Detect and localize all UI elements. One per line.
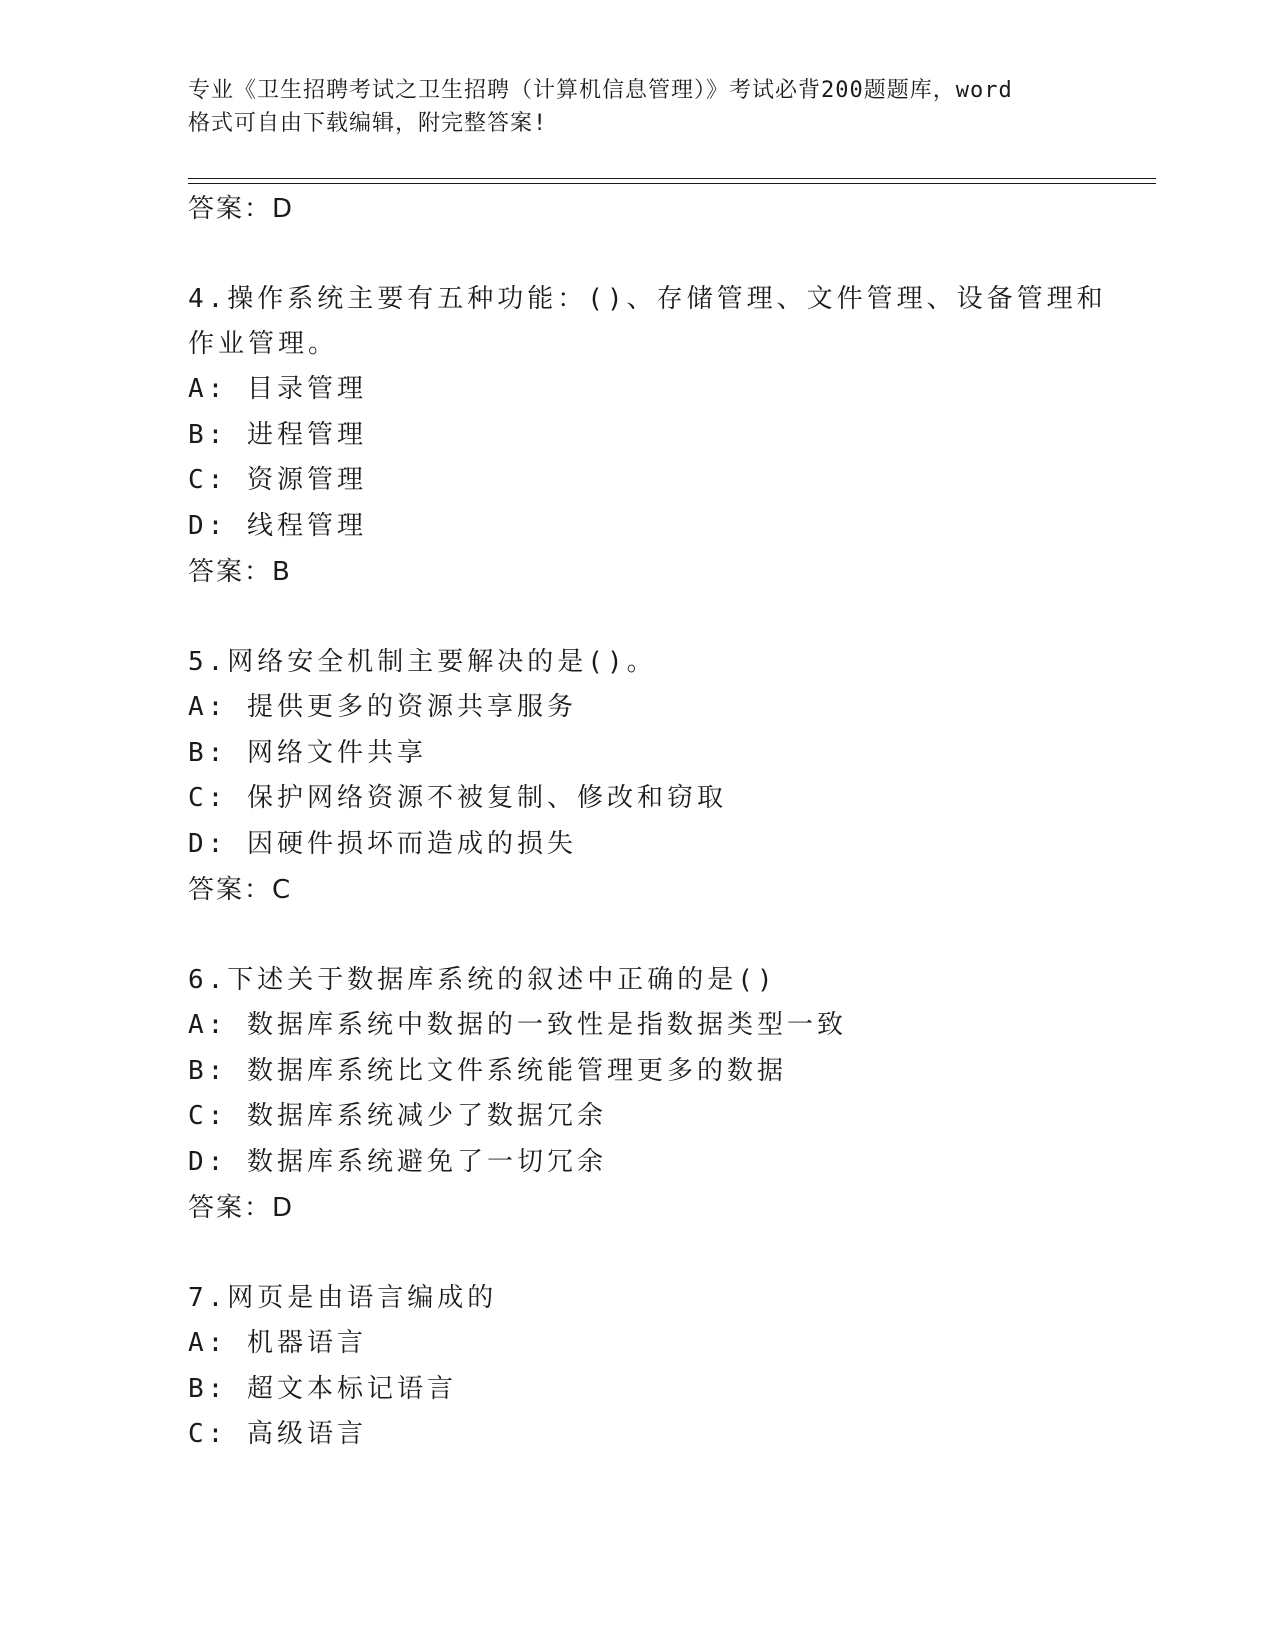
question-list <box>188 186 1156 1458</box>
document-header <box>188 74 1088 140</box>
question-text: 4.操作系统主要有五种功能：()、存储管理、文件管理、设备管理和 <box>188 284 1107 314</box>
question-block-5 <box>188 640 1156 913</box>
question-block-7 <box>188 1276 1156 1458</box>
answer-line: 答案：D <box>188 1193 295 1223</box>
option-d: D: 数据库系统避免了一切冗余 <box>188 1146 607 1177</box>
answer-line: 答案：D <box>188 194 295 224</box>
question-text: 6.下述关于数据库系统的叙述中正确的是() <box>188 965 777 995</box>
question-block-4 <box>188 277 1156 595</box>
option-c: C: 数据库系统减少了数据冗余 <box>188 1101 607 1131</box>
option-a: A: 机器语言 <box>188 1328 367 1358</box>
option-b: B: 超文本标记语言 <box>188 1373 457 1404</box>
option-c: C: 资源管理 <box>188 465 367 495</box>
option-a: A: 提供更多的资源共享服务 <box>188 692 577 722</box>
header-line-2: 格式可自由下载编辑，附完整答案! <box>188 111 548 136</box>
option-a: A: 数据库系统中数据的一致性是指数据类型一致 <box>188 1010 847 1040</box>
option-a: A: 目录管理 <box>188 374 367 404</box>
option-b: B: 进程管理 <box>188 419 367 450</box>
option-b: B: 网络文件共享 <box>188 737 427 768</box>
option-c: C: 保护网络资源不被复制、修改和窃取 <box>188 783 727 813</box>
answer-line: 答案：C <box>188 875 293 905</box>
header-line-1: 专业《卫生招聘考试之卫生招聘（计算机信息管理）》考试必背200题题库，word <box>188 78 1013 103</box>
header-divider <box>188 178 1156 184</box>
answer-line: 答案：B <box>188 557 292 587</box>
option-d: D: 因硬件损坏而造成的损失 <box>188 828 577 859</box>
question-block-6 <box>188 958 1156 1231</box>
question-text: 7.网页是由语言编成的 <box>188 1283 498 1313</box>
question-text: 作业管理。 <box>188 329 339 359</box>
option-c: C: 高级语言 <box>188 1419 367 1449</box>
question-text: 5.网络安全机制主要解决的是()。 <box>188 647 657 677</box>
option-b: B: 数据库系统比文件系统能管理更多的数据 <box>188 1055 787 1086</box>
option-d: D: 线程管理 <box>188 510 367 541</box>
